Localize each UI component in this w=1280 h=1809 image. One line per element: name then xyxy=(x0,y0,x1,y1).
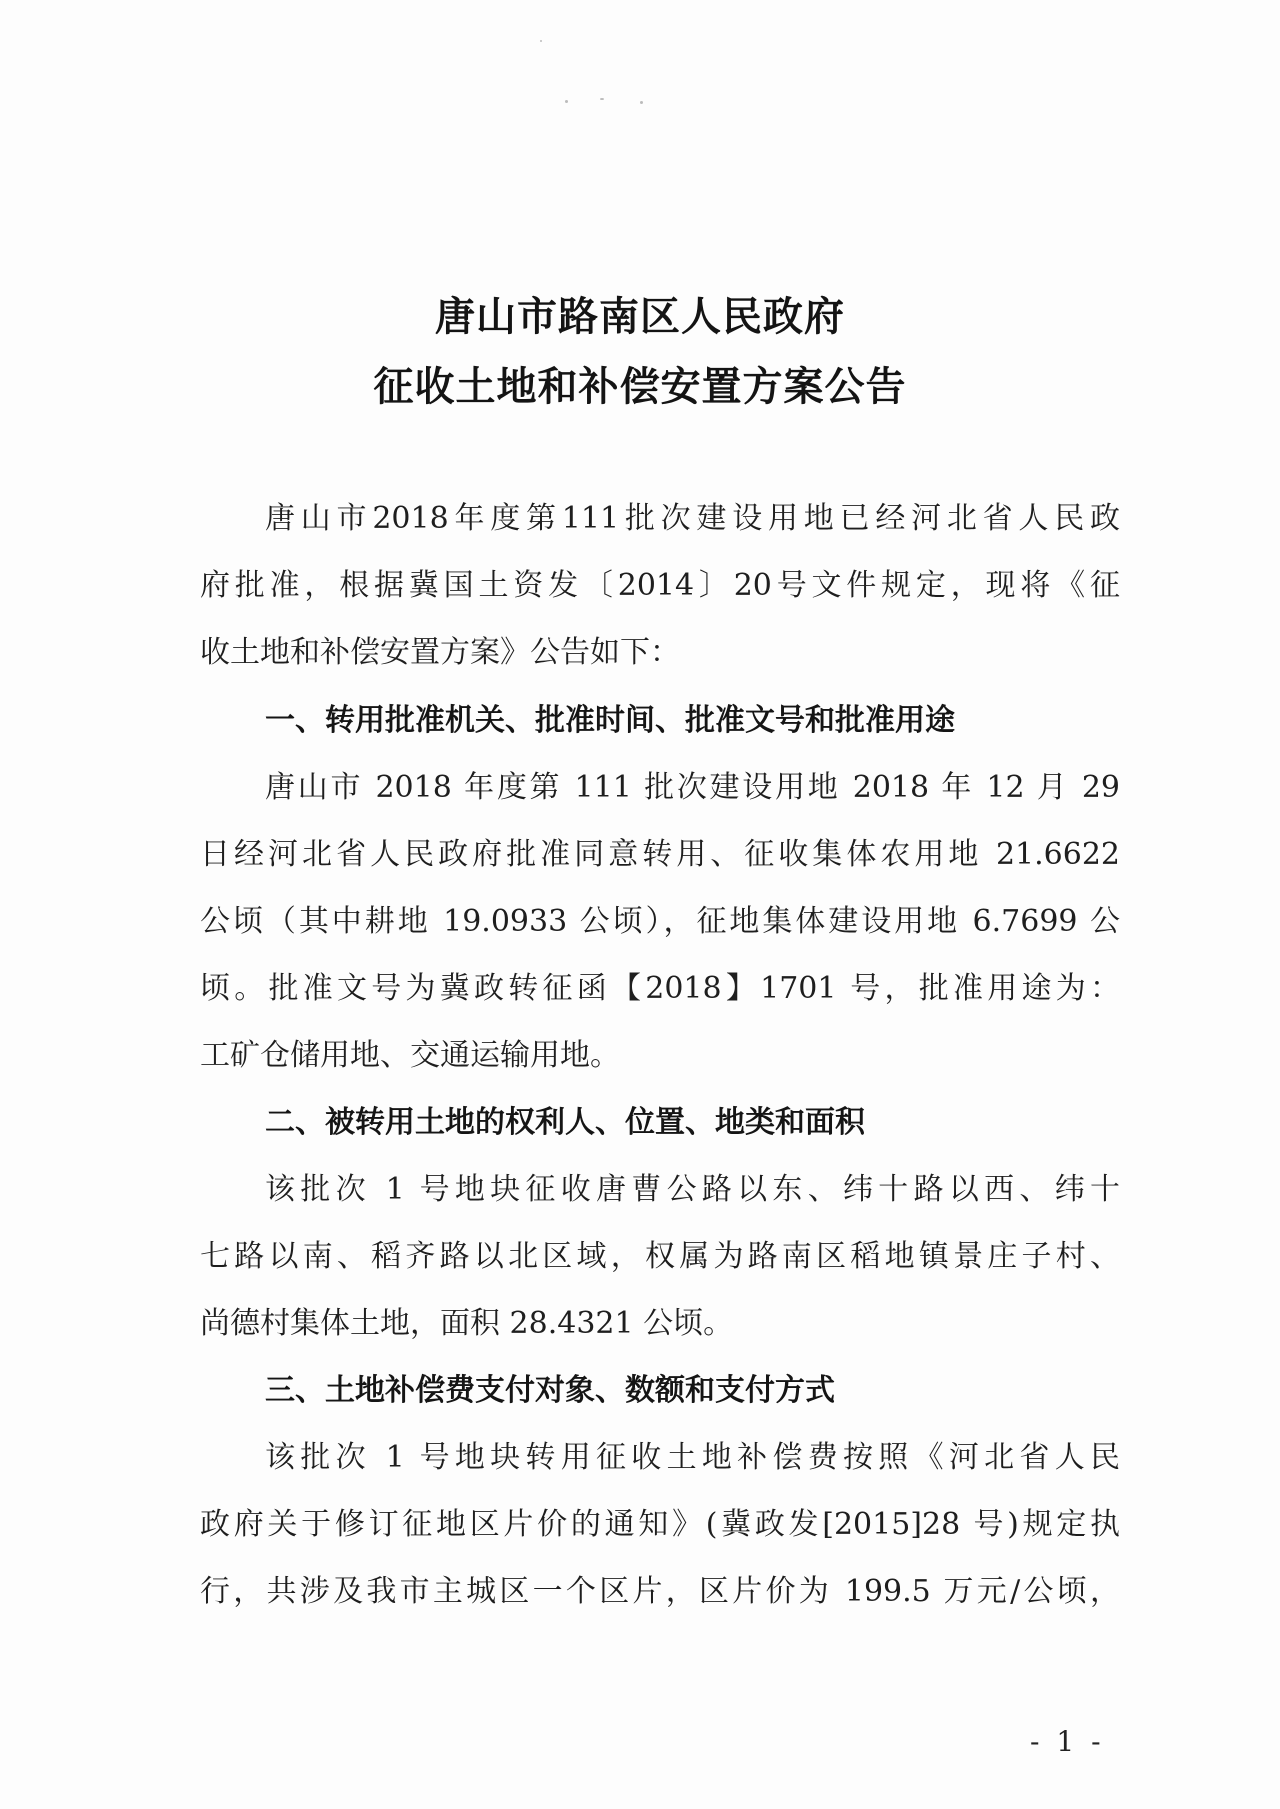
section2-heading: 二、被转用土地的权利人、位置、地类和面积 xyxy=(265,1105,865,1140)
scan-mark xyxy=(640,101,643,104)
intro-line: 收土地和补偿安置方案》公告如下： xyxy=(200,635,680,670)
section2-line: 七路以南、稻齐路以北区域，权属为路南区稻地镇景庄子村、 xyxy=(200,1239,1120,1274)
document-title-line2: 征收土地和补偿安置方案公告 xyxy=(373,363,907,410)
section1-line: 公顷（其中耕地 19.0933 公顷），征地集体建设用地 6.7699 公 xyxy=(200,904,1120,939)
scan-mark xyxy=(540,40,542,42)
intro-line: 唐山市2018年度第111批次建设用地已经河北省人民政 xyxy=(265,501,1120,536)
section1-heading: 一、转用批准机关、批准时间、批准文号和批准用途 xyxy=(265,703,955,738)
section2-line: 尚德村集体土地，面积 28.4321 公顷。 xyxy=(200,1306,734,1341)
section1-line: 日经河北省人民政府批准同意转用、征收集体农用地 21.6622 xyxy=(200,837,1120,872)
scan-mark xyxy=(600,98,604,100)
section3-line: 该批次 1 号地块转用征收土地补偿费按照《河北省人民 xyxy=(265,1440,1120,1475)
section1-line: 工矿仓储用地、交通运输用地。 xyxy=(200,1038,620,1073)
document-title-line1: 唐山市路南区人民政府 xyxy=(435,293,845,340)
section3-heading: 三、土地补偿费支付对象、数额和支付方式 xyxy=(265,1373,835,1408)
scan-mark xyxy=(565,100,568,103)
section3-line: 行，共涉及我市主城区一个区片，区片价为 199.5 万元/公顷， xyxy=(200,1574,1120,1609)
section2-line: 该批次 1 号地块征收唐曹公路以东、纬十路以西、纬十 xyxy=(265,1172,1120,1207)
section3-line: 政府关于修订征地区片价的通知》(冀政发[2015]28 号)规定执 xyxy=(200,1507,1120,1542)
section1-line: 顷。批准文号为冀政转征函【2018】1701 号，批准用途为： xyxy=(200,971,1120,1006)
intro-line: 府批准，根据冀国土资发〔2014〕20号文件规定，现将《征 xyxy=(200,568,1120,603)
section1-line: 唐山市 2018 年度第 111 批次建设用地 2018 年 12 月 29 xyxy=(265,770,1120,805)
page-number: - 1 - xyxy=(1030,1725,1105,1758)
